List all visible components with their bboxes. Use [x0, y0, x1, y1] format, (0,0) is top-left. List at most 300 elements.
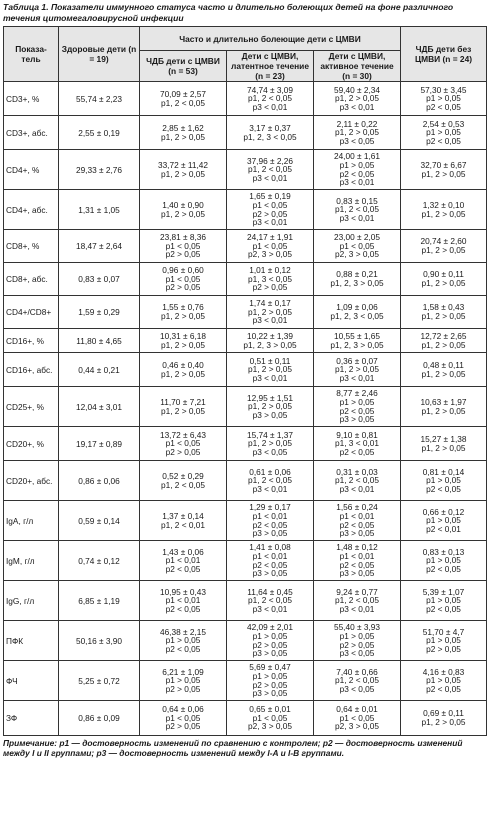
cell-parameter: CD4+/CD8+ [4, 296, 59, 329]
cell-p-value: p1 > 0,05 [426, 475, 461, 486]
table-row [4, 461, 487, 501]
cell-g2 [227, 230, 314, 263]
cell-parameter: CD16+, абс. [4, 353, 59, 387]
cell-p-value: p1, 2 > 0,05 [334, 127, 380, 138]
cell-value: 9,10 ± 0,81 [336, 429, 378, 440]
cell-value: 1,37 ± 0,14 [162, 510, 204, 521]
cell-value: 2,85 ± 1,62 [162, 122, 204, 133]
cell-value: 1,56 ± 0,24 [336, 502, 378, 513]
table-note [3, 738, 486, 758]
cell-p-value: p1 > 0,05 [339, 159, 375, 170]
cell-p-value: p3 < 0,01 [252, 217, 288, 228]
cell-p-value: p2 < 0,05 [252, 519, 288, 530]
cell-p-value: p1, 2, 3 > 0,05 [330, 339, 384, 350]
cell-p-value: p2 < 0,05 [252, 559, 288, 570]
cell-value: 10,63 ± 1,97 [420, 396, 467, 407]
cell-p-value: p2 < 0,05 [339, 559, 375, 570]
cell-parameter: CD3+, % [4, 82, 59, 116]
cell-p-value: p1, 2 > 0,05 [160, 405, 206, 416]
cell-p-value: p3 > 0,05 [252, 528, 288, 539]
cell-p-value: p2 > 0,05 [165, 446, 201, 457]
cell-p-value: p1, 2, 3 < 0,05 [243, 131, 297, 142]
cell-value: 42,09 ± 2,01 [246, 622, 294, 633]
cell-p-value: p3 < 0,01 [339, 177, 375, 188]
cell-p-value: p3 > 0,05 [339, 568, 375, 579]
cell-p-value: p1, 2 > 0,05 [160, 168, 206, 179]
table-row [4, 501, 487, 541]
cell-p-value: p1, 3 < 0,05 [247, 273, 293, 284]
cell-g3 [314, 230, 401, 263]
cell-g4 [401, 190, 487, 230]
cell-value: 0,65 ± 0,01 [249, 704, 291, 715]
cell-p-value: p3 < 0,01 [339, 372, 375, 383]
cell-value: 55,40 ± 3,93 [333, 622, 381, 633]
cell-p-value: p1, 2 > 0,05 [160, 368, 206, 379]
cell-value: 13,72 ± 6,43 [159, 429, 207, 440]
cell-value: 1,55 ± 0,76 [162, 302, 204, 313]
cell-value: 0,96 ± 0,60 [162, 265, 204, 276]
cell-healthy: 2,55 ± 0,19 [59, 116, 140, 150]
cell-g1 [140, 296, 227, 329]
cell-p-value: p3 > 0,05 [252, 568, 288, 579]
cell-value: 0,61 ± 0,06 [249, 466, 291, 477]
cell-parameter: CD16+, % [4, 329, 59, 353]
cell-value: 7,40 ± 0,66 [336, 666, 378, 677]
cell-p-value: p1, 2 > 0,05 [247, 438, 293, 449]
cell-p-value: p2 > 0,05 [165, 282, 201, 293]
cell-value: 0,51 ± 0,11 [249, 355, 291, 366]
cell-p-value: p1 > 0,05 [426, 127, 461, 138]
cell-p-value: p1, 2, 3 > 0,05 [243, 339, 297, 350]
cell-p-value: p3 < 0,01 [339, 101, 375, 112]
cell-p-value: p3 < 0,01 [339, 212, 375, 223]
cell-p-value: p1 > 0,05 [426, 675, 461, 686]
cell-g2 [227, 116, 314, 150]
table-row [4, 701, 487, 736]
cell-value: 33,72 ± 11,42 [157, 159, 209, 170]
cell-g3 [314, 581, 401, 621]
cell-healthy: 0,86 ± 0,06 [59, 461, 140, 501]
cell-p-value: p1, 2 > 0,05 [160, 339, 206, 350]
cell-parameter: IgM, г/л [4, 541, 59, 581]
header-g1: ЧДБ дети с ЦМВИ (n = 53) [140, 51, 227, 82]
cell-p-value: p1 > 0,05 [252, 630, 288, 641]
cell-p-value: p1, 2 > 0,05 [334, 93, 380, 104]
cell-p-value: p1, 2 < 0,05 [334, 595, 380, 606]
cell-p-value: p2 > 0,05 [165, 721, 201, 732]
cell-p-value: p1, 2 > 0,05 [421, 339, 466, 350]
cell-value: 11,64 ± 0,45 [247, 586, 293, 597]
cell-p-value: p2 < 0,05 [426, 101, 461, 112]
cell-g1 [140, 501, 227, 541]
cell-g2 [227, 82, 314, 116]
cell-value: 0,83 ± 0,15 [336, 195, 378, 206]
cell-g1 [140, 701, 227, 736]
cell-g3 [314, 190, 401, 230]
cell-g2 [227, 541, 314, 581]
cell-p-value: p2, 3 > 0,05 [247, 721, 293, 732]
cell-p-value: p1, 2 < 0,05 [247, 475, 293, 486]
cell-g1 [140, 541, 227, 581]
cell-p-value: p1 < 0,05 [165, 438, 201, 449]
cell-g4 [401, 263, 487, 296]
cell-value: 9,24 ± 0,77 [336, 586, 378, 597]
cell-p-value: p3 < 0,01 [339, 483, 375, 494]
cell-g2 [227, 190, 314, 230]
cell-healthy: 55,74 ± 2,23 [59, 82, 140, 116]
cell-p-value: p1, 2 < 0,05 [334, 204, 380, 215]
cell-g4 [401, 116, 487, 150]
cell-value: 12,95 ± 1,51 [246, 392, 294, 403]
cell-g3 [314, 296, 401, 329]
cell-value: 51,70 ± 4,7 [422, 626, 465, 637]
cell-value: 0,48 ± 0,11 [423, 359, 464, 370]
cell-g3 [314, 353, 401, 387]
cell-value: 11,70 ± 7,21 [160, 396, 206, 407]
table-row [4, 329, 487, 353]
cell-parameter: CD20+, % [4, 427, 59, 461]
cell-value: 1,48 ± 0,12 [336, 542, 378, 553]
cell-g1 [140, 621, 227, 661]
cell-p-value: p1, 2 < 0,05 [334, 675, 380, 686]
cell-p-value: p1, 2 > 0,05 [247, 401, 293, 412]
cell-p-value: p1, 2 > 0,05 [160, 311, 206, 321]
cell-g1 [140, 427, 227, 461]
cell-g2 [227, 150, 314, 190]
cell-p-value: p2 < 0,05 [339, 446, 375, 457]
cell-p-value: p3 > 0,05 [339, 414, 375, 425]
cell-g2 [227, 296, 314, 329]
cell-p-value: p3 < 0,01 [252, 603, 288, 614]
cell-g3 [314, 621, 401, 661]
cell-p-value: p1, 2 > 0,05 [334, 364, 380, 375]
cell-p-value: p2 > 0,05 [426, 643, 461, 654]
cell-g4 [401, 541, 487, 581]
cell-value: 24,17 ± 1,91 [246, 232, 294, 243]
cell-g4 [401, 581, 487, 621]
cell-p-value: p3 < 0,05 [339, 683, 375, 694]
cell-p-value: p3 < 0,01 [252, 172, 288, 183]
cell-g3 [314, 501, 401, 541]
cell-g1 [140, 190, 227, 230]
cell-g4 [401, 661, 487, 701]
cell-p-value: p2 > 0,05 [252, 639, 288, 650]
cell-healthy: 11,80 ± 4,65 [59, 329, 140, 353]
cell-p-value: p3 > 0,05 [339, 528, 375, 539]
cell-p-value: p2 < 0,05 [339, 168, 375, 179]
cell-p-value: p1, 2 < 0,05 [247, 164, 293, 175]
note-label: Примечание: [3, 738, 58, 748]
table-row [4, 190, 487, 230]
cell-parameter: IgA, г/л [4, 501, 59, 541]
cell-p-value: p1 > 0,05 [426, 515, 461, 526]
header-healthy: Здоровые дети (n = 19) [59, 27, 140, 82]
cell-p-value: p2 > 0,05 [252, 208, 288, 219]
cell-p-value: p1, 2, 3 > 0,05 [330, 278, 384, 288]
cell-healthy: 0,74 ± 0,12 [59, 541, 140, 581]
cell-parameter: ФЧ [4, 661, 59, 701]
cell-value: 20,74 ± 2,60 [420, 236, 467, 247]
cell-p-value: p1, 2 > 0,05 [421, 278, 466, 288]
cell-p-value: p2 < 0,05 [165, 563, 201, 574]
cell-value: 8,77 ± 2,46 [336, 388, 378, 399]
cell-value: 46,38 ± 2,15 [159, 626, 207, 637]
table-row [4, 621, 487, 661]
cell-p-value: p1 > 0,05 [426, 635, 461, 646]
cell-value: 0,88 ± 0,21 [336, 269, 378, 280]
cell-p-value: p1, 2 > 0,05 [247, 364, 293, 375]
cell-g4 [401, 427, 487, 461]
cell-parameter: ПФК [4, 621, 59, 661]
cell-p-value: p1 < 0,05 [339, 240, 375, 251]
cell-p-value: p3 > 0,05 [252, 648, 288, 659]
cell-g4 [401, 387, 487, 427]
cell-p-value: p1, 2 > 0,05 [421, 405, 466, 416]
cell-p-value: p1, 2 > 0,05 [421, 208, 466, 219]
cell-value: 74,74 ± 3,09 [246, 84, 294, 95]
cell-value: 0,36 ± 0,07 [336, 355, 378, 366]
cell-parameter: CD3+, абс. [4, 116, 59, 150]
cell-p-value: p1, 2 > 0,05 [421, 442, 466, 453]
cell-parameter: CD4+, абс. [4, 190, 59, 230]
cell-p-value: p1 < 0,05 [252, 240, 288, 251]
cell-p-value: p1 < 0,05 [165, 712, 201, 723]
cell-healthy: 0,59 ± 0,14 [59, 501, 140, 541]
table-row [4, 116, 487, 150]
cell-value: 37,96 ± 2,26 [246, 155, 294, 166]
cell-value: 6,21 ± 1,09 [162, 666, 204, 677]
cell-g2 [227, 263, 314, 296]
cell-p-value: p1 > 0,05 [252, 670, 288, 681]
cell-healthy: 5,25 ± 0,72 [59, 661, 140, 701]
cell-healthy: 50,16 ± 3,90 [59, 621, 140, 661]
cell-p-value: p3 < 0,01 [252, 483, 288, 494]
cell-p-value: p2, 3 > 0,05 [247, 249, 293, 260]
cell-g2 [227, 701, 314, 736]
table-row [4, 661, 487, 701]
cell-healthy: 0,83 ± 0,07 [59, 263, 140, 296]
cell-g4 [401, 230, 487, 263]
cell-p-value: p3 < 0,05 [339, 648, 375, 659]
cell-p-value: p1 < 0,01 [252, 510, 288, 521]
cell-p-value: p2 > 0,05 [252, 679, 288, 690]
header-param: Показа-тель [4, 27, 59, 82]
cell-g4 [401, 621, 487, 661]
cell-parameter: CD8+, % [4, 230, 59, 263]
cell-p-value: p3 < 0,01 [252, 372, 288, 383]
note-text: p1 — достоверность изменений по сравнению с контролем; p2 — достоверность изменений между I и II группами; p3 — достоверность изменений между I-A и I-B группами. [3, 738, 463, 758]
cell-parameter: CD25+, % [4, 387, 59, 427]
cell-value: 57,30 ± 3,45 [420, 84, 467, 95]
cell-healthy: 18,47 ± 2,64 [59, 230, 140, 263]
table-row [4, 581, 487, 621]
cell-p-value: p1, 2 < 0,05 [247, 93, 293, 104]
table-row [4, 387, 487, 427]
cell-value: 1,09 ± 0,06 [336, 302, 378, 313]
cell-p-value: p1 < 0,05 [339, 712, 375, 723]
cell-healthy: 0,44 ± 0,21 [59, 353, 140, 387]
cell-p-value: p2 > 0,05 [252, 282, 288, 293]
cell-value: 15,74 ± 1,37 [246, 429, 294, 440]
table-row [4, 82, 487, 116]
cell-value: 0,83 ± 0,13 [422, 546, 465, 557]
cell-healthy: 12,04 ± 3,01 [59, 387, 140, 427]
cell-value: 1,58 ± 0,43 [422, 302, 465, 313]
cell-healthy: 1,59 ± 0,29 [59, 296, 140, 329]
cell-g2 [227, 621, 314, 661]
cell-value: 12,72 ± 2,65 [420, 330, 467, 341]
cell-g2 [227, 353, 314, 387]
cell-healthy: 0,86 ± 0,09 [59, 701, 140, 736]
cell-g4 [401, 501, 487, 541]
cell-g3 [314, 541, 401, 581]
cell-g4 [401, 150, 487, 190]
cell-p-value: p1, 2 > 0,05 [421, 717, 466, 727]
cell-value: 15,27 ± 1,38 [420, 433, 467, 444]
cell-value: 0,66 ± 0,12 [422, 506, 465, 517]
cell-g1 [140, 581, 227, 621]
cell-p-value: p1, 2 > 0,05 [160, 131, 206, 142]
cell-p-value: p1, 2 < 0,05 [247, 595, 293, 606]
cell-p-value: p1 < 0,01 [339, 510, 375, 521]
cell-healthy: 1,31 ± 1,05 [59, 190, 140, 230]
cell-p-value: p1 < 0,01 [252, 550, 288, 561]
cell-p-value: p2 < 0,05 [165, 643, 201, 654]
cell-g3 [314, 263, 401, 296]
cell-p-value: p3 < 0,01 [252, 101, 288, 112]
cell-value: 0,31 ± 0,03 [336, 466, 378, 477]
cell-value: 0,46 ± 0,40 [162, 359, 204, 370]
cell-value: 2,11 ± 0,22 [336, 118, 378, 129]
cell-parameter: CD8+, абс. [4, 263, 59, 296]
cell-g3 [314, 661, 401, 701]
cell-p-value: p1 < 0,05 [165, 240, 201, 251]
header-g3: Дети с ЦМВИ, активное течение (n = 30) [314, 51, 401, 82]
cell-value: 70,09 ± 2,57 [159, 88, 207, 99]
cell-value: 5,69 ± 0,47 [249, 662, 291, 673]
cell-g3 [314, 82, 401, 116]
cell-p-value: p3 < 0,05 [339, 135, 375, 146]
cell-p-value: p2, 3 > 0,05 [334, 721, 380, 732]
cell-p-value: p1 < 0,05 [252, 712, 288, 723]
cell-p-value: p2 < 0,05 [426, 563, 461, 574]
header-group: Часто и длительно болеющие дети с ЦМВИ [140, 27, 401, 51]
cell-p-value: p3 < 0,01 [339, 603, 375, 614]
cell-g3 [314, 701, 401, 736]
cell-value: 1,43 ± 0,06 [162, 546, 204, 557]
cell-g2 [227, 581, 314, 621]
cell-p-value: p2 < 0,05 [426, 483, 461, 494]
cell-g1 [140, 82, 227, 116]
table-row [4, 150, 487, 190]
cell-p-value: p3 < 0,05 [252, 446, 288, 457]
cell-p-value: p1, 2 > 0,05 [421, 245, 466, 255]
cell-p-value: p1, 2, 3 < 0,05 [330, 311, 384, 321]
cell-value: 0,64 ± 0,01 [336, 704, 378, 715]
cell-p-value: p1 > 0,05 [165, 635, 201, 646]
caption-label: Таблица 1. [3, 2, 49, 12]
cell-value: 1,32 ± 0,10 [422, 199, 465, 210]
cell-p-value: p2 < 0,05 [426, 135, 461, 146]
cell-g1 [140, 353, 227, 387]
cell-value: 1,29 ± 0,17 [249, 502, 291, 513]
cell-p-value: p1, 3 < 0,01 [334, 438, 380, 449]
cell-value: 32,70 ± 6,67 [420, 159, 467, 170]
cell-value: 1,65 ± 0,19 [249, 191, 291, 202]
cell-healthy: 19,17 ± 0,89 [59, 427, 140, 461]
cell-p-value: p3 > 0,05 [252, 409, 288, 420]
cell-p-value: p1, 2 > 0,05 [421, 311, 466, 321]
cell-value: 10,55 ± 1,65 [333, 330, 381, 341]
cell-g4 [401, 461, 487, 501]
cell-p-value: p1, 2 < 0,05 [160, 97, 206, 108]
cell-value: 1,74 ± 0,17 [249, 298, 291, 309]
cell-g3 [314, 329, 401, 353]
cell-g3 [314, 116, 401, 150]
cell-p-value: p2 < 0,05 [339, 519, 375, 530]
cell-g4 [401, 329, 487, 353]
header-g4: ЧДБ дети без ЦМВИ (n = 24) [401, 27, 487, 82]
cell-p-value: p2 < 0,01 [426, 523, 461, 534]
cell-parameter: CD20+, абс. [4, 461, 59, 501]
cell-p-value: p1 > 0,05 [165, 675, 201, 686]
cell-p-value: p1 > 0,05 [339, 396, 375, 407]
table-caption [3, 2, 486, 23]
cell-g1 [140, 329, 227, 353]
cell-g4 [401, 296, 487, 329]
cell-p-value: p1 < 0,01 [165, 595, 201, 606]
cell-p-value: p2 > 0,05 [165, 249, 201, 260]
cell-p-value: p3 > 0,05 [252, 688, 288, 699]
cell-g1 [140, 387, 227, 427]
cell-p-value: p1, 2 < 0,01 [160, 519, 206, 530]
table-body [4, 82, 487, 736]
cell-g3 [314, 427, 401, 461]
cell-g1 [140, 263, 227, 296]
cell-p-value: p2 > 0,05 [165, 683, 201, 694]
cell-value: 0,52 ± 0,29 [162, 470, 204, 481]
cell-value: 1,41 ± 0,08 [249, 542, 291, 553]
cell-p-value: p1, 2 < 0,05 [160, 479, 206, 490]
cell-value: 3,17 ± 0,37 [249, 122, 291, 133]
cell-p-value: p1, 2 > 0,05 [247, 306, 293, 317]
table-row [4, 427, 487, 461]
cell-value: 59,40 ± 2,34 [333, 84, 381, 95]
cell-p-value: p3 < 0,01 [252, 315, 288, 326]
cell-value: 2,54 ± 0,53 [422, 118, 465, 129]
cell-parameter: IgG, г/л [4, 581, 59, 621]
cell-g2 [227, 461, 314, 501]
cell-parameter: CD4+, % [4, 150, 59, 190]
cell-g3 [314, 150, 401, 190]
cell-p-value: p1 > 0,05 [426, 93, 461, 104]
cell-value: 0,64 ± 0,06 [162, 704, 204, 715]
cell-g1 [140, 150, 227, 190]
caption-text: Показатели иммунного статуса часто и длительно болеющих детей на фоне различного течения цитомегаловирусной инфекции [3, 2, 454, 23]
cell-g1 [140, 661, 227, 701]
cell-value: 24,00 ± 1,61 [333, 151, 381, 162]
cell-g2 [227, 329, 314, 353]
cell-value: 1,40 ± 0,90 [162, 199, 204, 210]
cell-g4 [401, 701, 487, 736]
cell-value: 10,95 ± 0,43 [159, 586, 207, 597]
cell-g2 [227, 501, 314, 541]
table-row [4, 263, 487, 296]
cell-p-value: p2 < 0,05 [165, 603, 201, 614]
cell-p-value: p2 < 0,05 [339, 405, 375, 416]
cell-g2 [227, 387, 314, 427]
cell-value: 23,00 ± 2,05 [333, 232, 381, 243]
